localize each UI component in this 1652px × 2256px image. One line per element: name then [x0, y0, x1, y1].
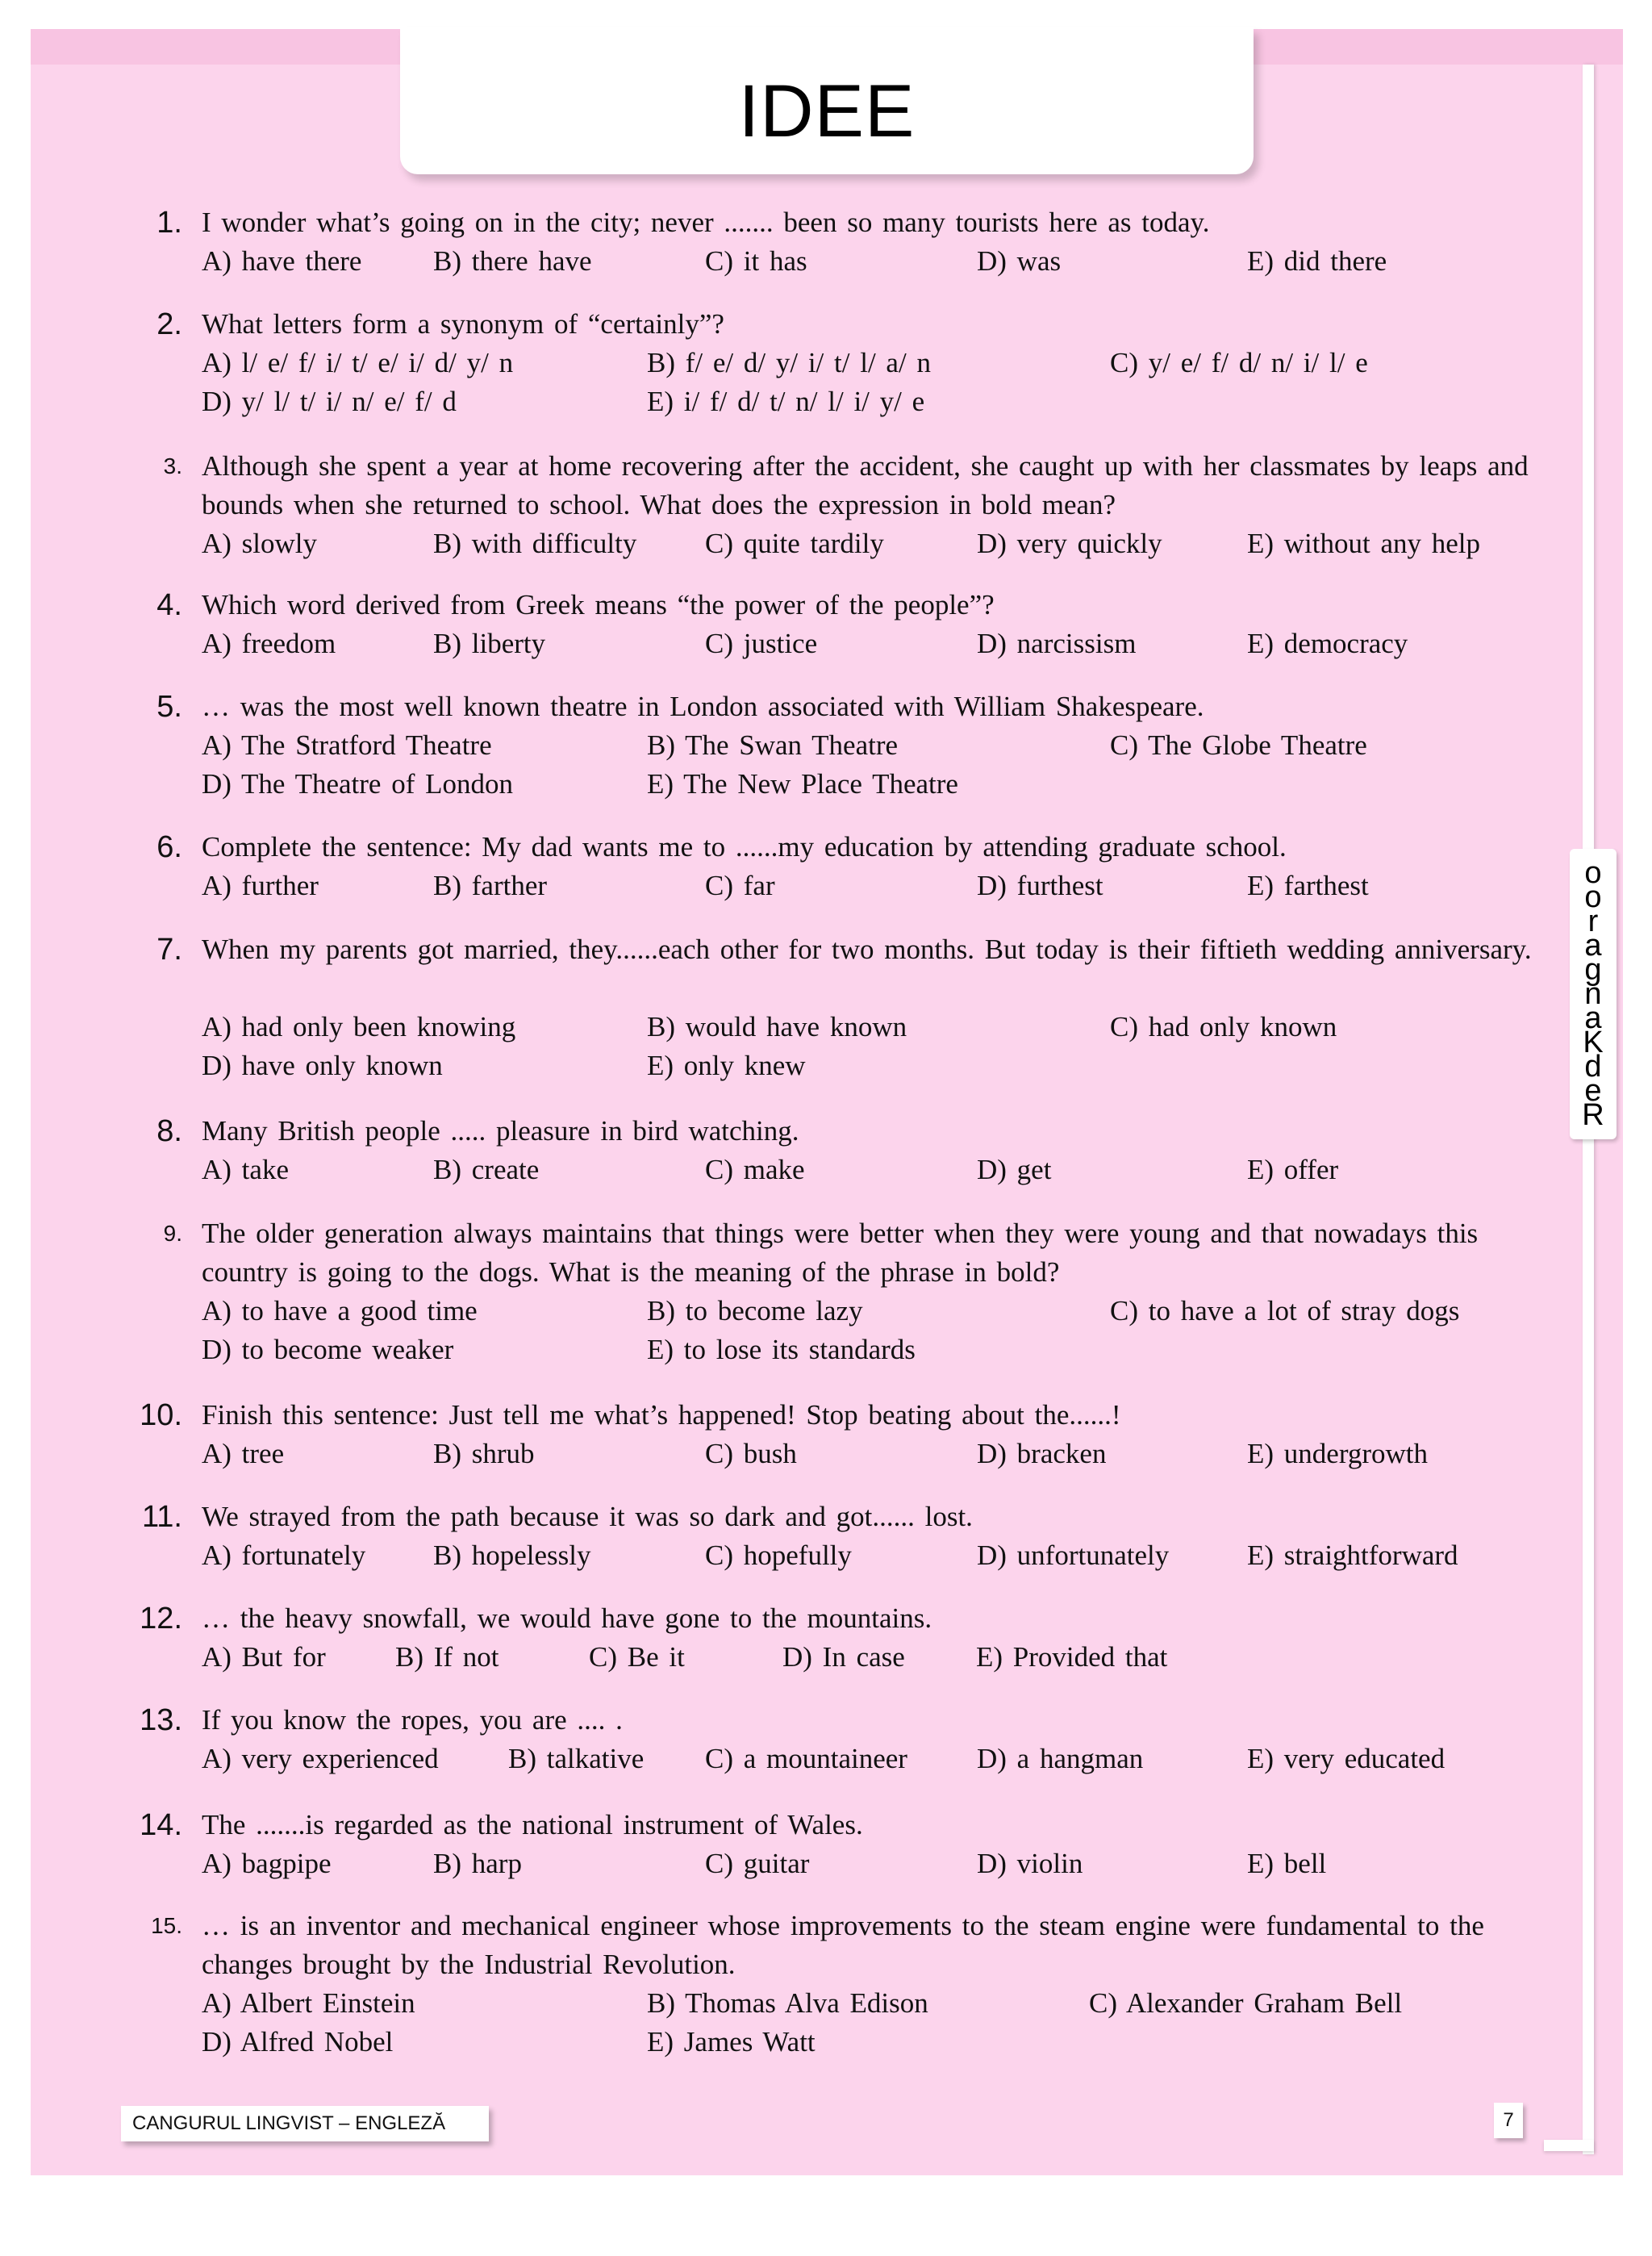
answer-options-row [202, 1638, 1557, 1677]
question-number: 13. [140, 1703, 182, 1737]
answer-options-row [202, 1151, 1557, 1189]
answer-option[interactable]: C) a mountaineer [705, 1743, 907, 1774]
question-number: 9. [163, 1221, 182, 1246]
side-tab-letter: a [1584, 929, 1602, 963]
answer-option[interactable]: B) f/ e/ d/ y/ i/ t/ l/ a/ n [647, 347, 931, 378]
question-text: Although she spent a year at home recovering after the accident, she caught up with her classmates by leaps and bounds when she returned to school. What does the expression in bold mean? [202, 450, 1529, 520]
answer-options-row [202, 2023, 1557, 2062]
answer-option[interactable]: D) was [977, 245, 1062, 277]
answer-option[interactable]: E) did there [1247, 245, 1387, 277]
answer-option[interactable]: B) create [433, 1154, 540, 1185]
answer-option[interactable]: A) further [202, 870, 319, 901]
question-number: 6. [156, 830, 182, 864]
question-text: When my parents got married, they......each other for two months. But today is their fiftieth wedding anniversary. [202, 934, 1532, 965]
answer-options-row [202, 1740, 1557, 1778]
answer-option[interactable]: D) have only known [202, 1050, 443, 1081]
answer-option[interactable]: D) very quickly [977, 528, 1162, 559]
question-number: 12. [140, 1602, 182, 1636]
answer-options-row [202, 1331, 1557, 1369]
page-title: IDEE [738, 69, 916, 152]
answer-option[interactable]: D) narcissism [977, 628, 1137, 659]
answer-options-row [202, 1984, 1557, 2023]
question-number: 4. [156, 588, 182, 622]
question-text: Complete the sentence: My dad wants me to ......my education by attending graduate school. [202, 831, 1287, 863]
page-number: 7 [1494, 2103, 1523, 2138]
answer-option[interactable]: C) justice [705, 628, 818, 659]
question-text: Finish this sentence: Just tell me what’s happened! Stop beating about the......! [202, 1399, 1121, 1431]
answer-options-row [202, 242, 1557, 281]
answer-options-row [202, 765, 1557, 804]
answer-options-row [202, 867, 1557, 905]
question-number: 1. [156, 206, 182, 240]
answer-options-row [202, 1536, 1557, 1575]
side-tab-letter: R [1582, 1098, 1604, 1132]
answer-option[interactable]: C) it has [705, 245, 807, 277]
question-text: The .......is regarded as the national instrument of Wales. [202, 1809, 863, 1840]
answer-option[interactable]: E) straightforward [1247, 1540, 1458, 1571]
answer-option[interactable]: E) without any help [1247, 528, 1481, 559]
answer-option[interactable]: E) offer [1247, 1154, 1339, 1185]
answer-options-row [202, 1047, 1557, 1085]
question-text: We strayed from the path because it was so dark and got...... lost. [202, 1501, 973, 1532]
answer-option[interactable]: A) to have a good time [202, 1295, 478, 1326]
answer-option[interactable]: C) The Globe Theatre [1110, 729, 1367, 761]
answer-option[interactable]: B) harp [433, 1848, 522, 1879]
side-tab-letter: a [1584, 1001, 1602, 1035]
answer-option[interactable]: A) had only been knowing [202, 1011, 516, 1042]
question-number: 3. [163, 453, 182, 478]
answer-option[interactable]: E) to lose its standards [647, 1334, 916, 1365]
answer-option[interactable]: D) bracken [977, 1438, 1107, 1469]
answer-option[interactable]: D) In case [782, 1641, 905, 1673]
footer-label: CANGURUL LINGVIST – ENGLEZĂ [121, 2106, 489, 2141]
answer-option[interactable]: C) make [705, 1154, 805, 1185]
side-tab-letter: o [1584, 856, 1602, 890]
side-tab-letter: g [1584, 953, 1602, 987]
answer-option[interactable]: D) a hangman [977, 1743, 1144, 1774]
answer-options-row [202, 625, 1557, 663]
answer-option[interactable]: E) bell [1247, 1848, 1327, 1879]
side-tab-letter: e [1584, 1074, 1602, 1108]
question-text: Which word derived from Greek means “the power of the people”? [202, 589, 995, 620]
answer-option[interactable]: D) to become weaker [202, 1334, 454, 1365]
question-text: … the heavy snowfall, we would have gone to the mountains. [202, 1602, 932, 1634]
question-text: If you know the ropes, you are .... . [202, 1704, 623, 1736]
question-text: The older generation always maintains that things were better when they were young and that nowadays this country is going to the dogs. What is the meaning of the phrase in bold? [202, 1218, 1479, 1288]
answer-options-row [202, 1844, 1557, 1883]
answer-option[interactable]: B) shrub [433, 1438, 535, 1469]
answer-option[interactable]: A) bagpipe [202, 1848, 332, 1879]
answer-option[interactable]: B) talkative [508, 1743, 645, 1774]
side-tab-letter: d [1584, 1050, 1602, 1084]
answer-option[interactable]: B) Thomas Alva Edison [647, 1987, 928, 2019]
answer-option[interactable]: E) very educated [1247, 1743, 1446, 1774]
question-number: 14. [140, 1808, 182, 1842]
answer-option[interactable]: B) with difficulty [433, 528, 637, 559]
answer-option[interactable]: B) liberty [433, 628, 546, 659]
answer-option[interactable]: C) y/ e/ f/ d/ n/ i/ l/ e [1110, 347, 1368, 378]
answer-option[interactable]: E) farthest [1247, 870, 1369, 901]
answer-option[interactable]: E) The New Place Theatre [647, 768, 958, 800]
side-tab-letter: n [1584, 977, 1602, 1011]
question-number: 5. [156, 690, 182, 724]
answer-option[interactable]: B) would have known [647, 1011, 907, 1042]
answer-option[interactable]: D) Alfred Nobel [202, 2026, 394, 2058]
answer-option[interactable]: A) tree [202, 1438, 285, 1469]
answer-option[interactable]: C) bush [705, 1438, 797, 1469]
question-text: What letters form a synonym of “certainly”? [202, 308, 724, 340]
answer-option[interactable]: A) take [202, 1154, 289, 1185]
answer-option[interactable]: D) The Theatre of London [202, 768, 513, 800]
answer-option[interactable]: E) James Watt [647, 2026, 816, 2058]
answer-option[interactable]: A) fortunately [202, 1540, 366, 1571]
question-number: 15. [151, 1913, 182, 1938]
answer-option[interactable]: E) undergrowth [1247, 1438, 1428, 1469]
answer-option[interactable]: A) l/ e/ f/ i/ t/ e/ i/ d/ y/ n [202, 347, 514, 378]
answer-option[interactable]: A) have there [202, 245, 362, 277]
answer-option[interactable]: C) hopefully [705, 1540, 852, 1571]
answer-option[interactable]: B) farther [433, 870, 548, 901]
answer-option[interactable]: D) get [977, 1154, 1052, 1185]
answer-option[interactable]: C) Be it [589, 1641, 685, 1673]
answer-option[interactable]: E) i/ f/ d/ t/ n/ l/ i/ y/ e [647, 386, 925, 417]
question-number: 10. [140, 1398, 182, 1432]
question-text: Many British people ..... pleasure in bird watching. [202, 1115, 799, 1147]
answer-option[interactable]: D) furthest [977, 870, 1103, 901]
question-number: 8. [156, 1114, 182, 1148]
answer-option[interactable]: C) Alexander Graham Bell [1089, 1987, 1403, 2019]
answer-option[interactable]: A) Albert Einstein [202, 1987, 415, 2019]
question-text: … was the most well known theatre in London associated with William Shakespeare. [202, 691, 1204, 722]
answer-option[interactable]: A) The Stratford Theatre [202, 729, 492, 761]
answer-option[interactable]: C) guitar [705, 1848, 810, 1879]
side-tab-letter: r [1587, 904, 1599, 938]
answer-options-row [202, 1008, 1557, 1047]
question-number: 2. [156, 307, 182, 341]
answer-option[interactable]: C) quite tardily [705, 528, 884, 559]
answer-option[interactable]: A) But for [202, 1641, 326, 1673]
answer-option[interactable]: E) only knew [647, 1050, 806, 1081]
question-text: I wonder what’s going on in the city; never ....... been so many tourists here as today. [202, 207, 1210, 238]
answer-option[interactable]: E) Provided that [976, 1641, 1168, 1673]
answer-option[interactable]: B) If not [395, 1641, 499, 1673]
question-number: 11. [141, 1500, 182, 1534]
answer-option[interactable]: D) violin [977, 1848, 1083, 1879]
question-text: … is an inventor and mechanical engineer whose improvements to the steam engine were fundamental to the changes brought by the Industrial Revolution. [202, 1910, 1484, 1980]
question-number: 7. [156, 933, 182, 967]
answer-options-row [202, 1435, 1557, 1473]
answer-option[interactable]: D) unfortunately [977, 1540, 1170, 1571]
answer-option[interactable]: E) democracy [1247, 628, 1408, 659]
answer-options-row [202, 524, 1557, 563]
answer-option[interactable]: A) very experienced [202, 1743, 439, 1774]
side-tab-letter: o [1584, 880, 1602, 914]
answer-option[interactable]: B) The Swan Theatre [647, 729, 899, 761]
answer-option[interactable]: B) to become lazy [647, 1295, 863, 1326]
answer-option[interactable]: C) to have a lot of stray dogs [1110, 1295, 1460, 1326]
answer-options-row [202, 726, 1557, 765]
answer-options-row [202, 344, 1557, 382]
side-tab-letter: K [1583, 1026, 1604, 1059]
answer-options-row [202, 1292, 1557, 1331]
answer-option[interactable]: D) y/ l/ t/ i/ n/ e/ f/ d [202, 386, 457, 417]
answer-option[interactable]: B) there have [433, 245, 592, 277]
answer-option[interactable]: A) freedom [202, 628, 336, 659]
answer-option[interactable]: A) slowly [202, 528, 318, 559]
answer-options-row [202, 382, 1557, 421]
answer-option[interactable]: B) hopelessly [433, 1540, 591, 1571]
answer-option[interactable]: C) far [705, 870, 775, 901]
answer-option[interactable]: C) had only known [1110, 1011, 1337, 1042]
